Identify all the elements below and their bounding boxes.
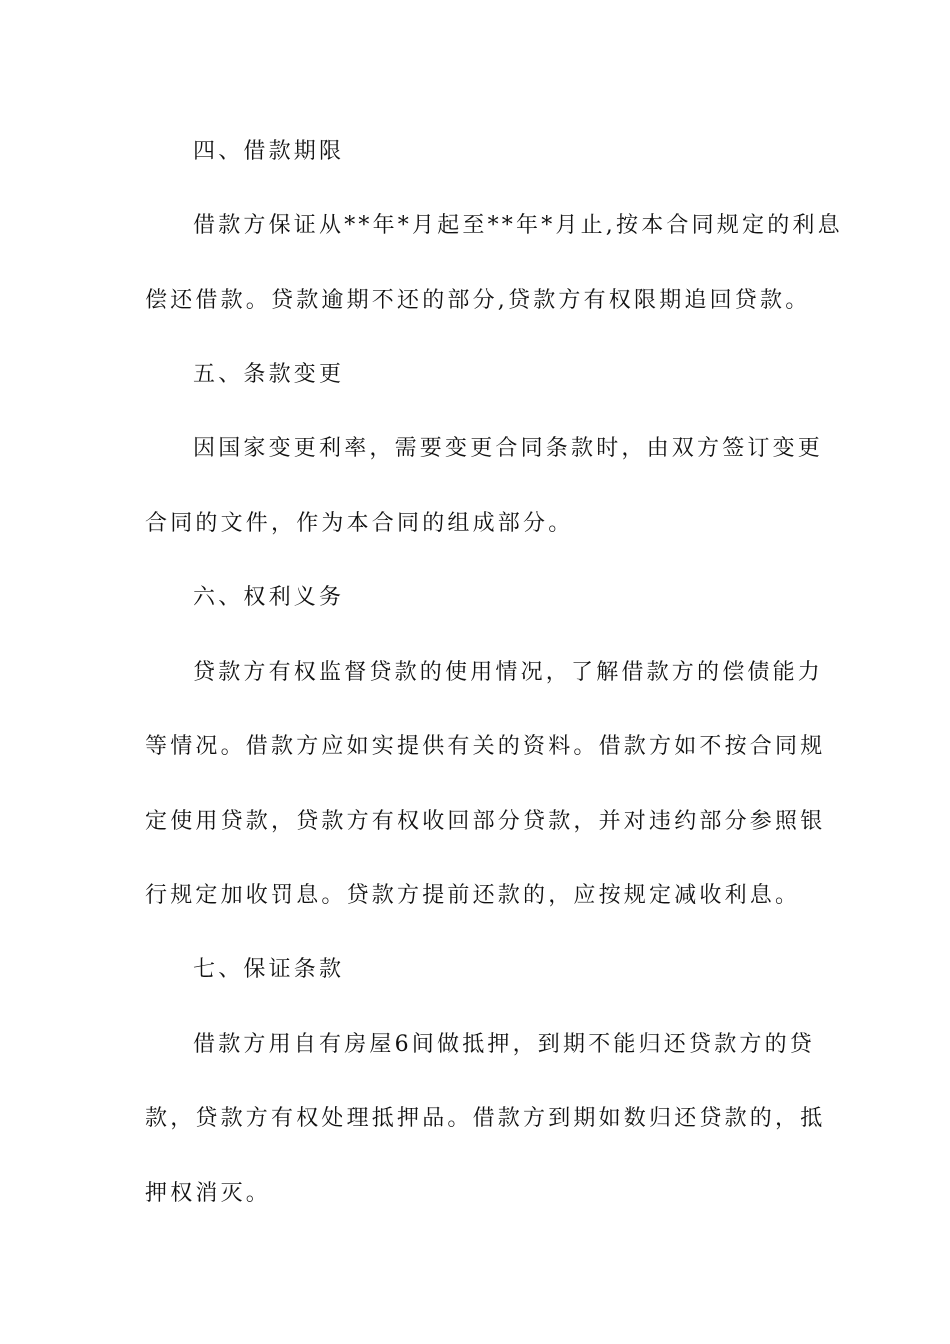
paragraph-line: 因国家变更利率，需要变更合同条款时，由双方签订变更 [193,436,824,461]
paragraph-line: 行规定加收罚息。贷款方提前还款的，应按规定减收利息。 [145,883,801,908]
paragraph-line: 偿还借款。贷款逾期不还的部分,贷款方有权限期追回贷款。 [145,288,811,313]
section-heading-guarantee-clause: 七、保证条款 [193,957,345,982]
section-heading-clause-change: 五、条款变更 [193,362,345,387]
paragraph-line: 押权消灭。 [145,1181,272,1206]
paragraph-line: 款，贷款方有权处理抵押品。借款方到期如数归还贷款的，抵 [145,1106,826,1131]
paragraph-line: 定使用贷款，贷款方有权收回部分贷款，并对违约部分参照银 [145,809,826,834]
paragraph-line: 等情况。借款方应如实提供有关的资料。借款方如不按合同规 [145,734,826,759]
paragraph-line: 借款方保证从**年*月起至**年*月止,按本合同规定的利息 [193,213,843,238]
paragraph-line: 合同的文件，作为本合同的组成部分。 [145,511,574,536]
paragraph-line: 借款方用自有房屋6间做抵押，到期不能归还贷款方的贷 [193,1032,815,1057]
section-heading-rights-obligations: 六、权利义务 [193,585,345,610]
paragraph-line: 贷款方有权监督贷款的使用情况，了解借款方的偿债能力 [193,660,824,685]
section-heading-loan-term: 四、借款期限 [193,139,345,164]
